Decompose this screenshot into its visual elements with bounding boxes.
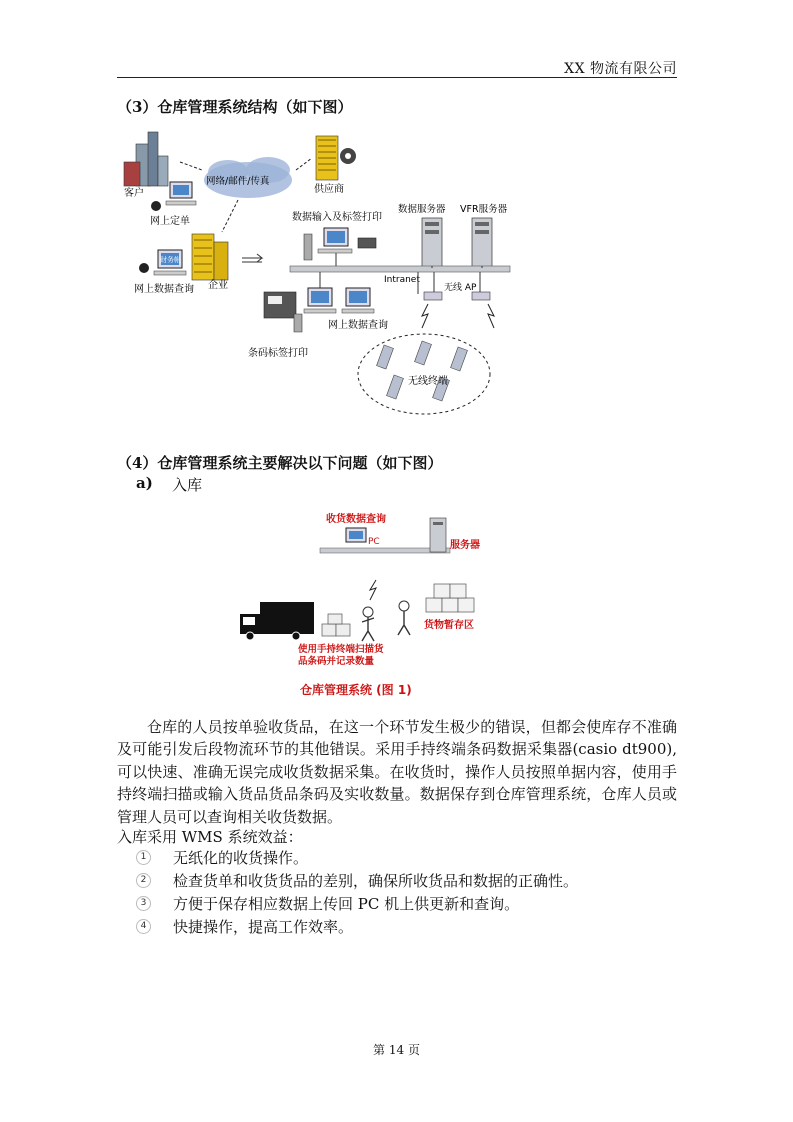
figure-query-label: 收货数据查询: [326, 514, 386, 525]
list-item: [136, 915, 578, 938]
receiving-paragraph: 仓库的人员按单验收货品，在这一个环节发生极少的错误，但都会使库存不准确及可能引发后段物流环节的其他错误。采用手持终端条码数据采集器(casio dt900),可以快速、准确无误完成收货数据采集。在收货时，操作人员按照单据内容，使用手持终端扫描或输入货品货品条码及实收数量。数据保存到仓库管理系统，仓库人员或管理人员可以查询相关收货数据。: [117, 718, 677, 826]
truck-icon: [240, 602, 314, 640]
online-query-left-label: 网上数据查询: [134, 284, 194, 295]
intranet-label: Intranet: [384, 275, 420, 285]
benefits-title: 入库采用 WMS 系统效益：: [117, 828, 303, 846]
radio-signal-icon: [422, 304, 494, 328]
db-server-label: 数据服务器: [398, 204, 446, 215]
radio-signal-icon: [370, 580, 376, 600]
barcode-printer-icon: [264, 292, 296, 318]
list-number: 4: [136, 919, 151, 934]
network-label: 网络/邮件/传真: [206, 176, 270, 187]
supplier-label: 供应商: [314, 184, 344, 195]
worker-icon: [362, 607, 374, 641]
enterprise-building-icon: [192, 234, 228, 280]
list-item: [136, 846, 578, 869]
sub-a-marker: a): [136, 474, 153, 492]
worker-carrying-icon: [398, 601, 410, 635]
person-icon: [151, 201, 161, 211]
list-item: [136, 892, 578, 915]
scanner-icon: [304, 234, 312, 260]
person-icon: [139, 263, 149, 273]
header-company: XX 物流有限公司: [564, 61, 677, 77]
data-entry-label: 数据输入及标签打印: [292, 212, 382, 223]
wireless-ap-icon: [424, 292, 490, 300]
online-order-label: 网上定单: [150, 216, 190, 227]
db-server-icon: [422, 218, 442, 268]
online-query-mid-label: 网上数据查询: [328, 320, 388, 331]
figure-caption: 仓库管理系统 (图 1): [300, 683, 412, 697]
architecture-diagram: [118, 122, 518, 424]
link-line: [180, 162, 202, 170]
list-item: [136, 869, 578, 892]
benefits-list: [136, 846, 578, 938]
list-text: 检查货单和收货货品的差别，确保所收货品和数据的正确性。: [173, 872, 579, 890]
barcode-print-label: 条码标签打印: [248, 348, 308, 359]
vfr-server-label: VFR服务器: [460, 204, 508, 215]
list-text: 无纸化的收货操作。: [173, 849, 309, 867]
section4-heading: （4）仓库管理系统主要解决以下问题（如下图）: [117, 454, 443, 472]
wireless-terminal-label: 无线终端: [408, 376, 448, 387]
vfr-server-icon: [472, 218, 492, 268]
label-printer-icon: [358, 238, 376, 248]
station-pc-icon: [304, 288, 336, 313]
staging-boxes-icon: [426, 584, 474, 612]
customer-building-icon: [124, 132, 168, 186]
figure-scan-line1: 使用手持终端扫描货: [298, 644, 384, 655]
scanner-icon: [294, 314, 302, 332]
wireless-ap-label: 无线 AP: [444, 283, 477, 293]
customer-pc-icon: [166, 182, 196, 205]
supplier-building-icon: [316, 136, 356, 180]
arrow-icon: [242, 254, 262, 262]
figure-scan-line2: 品条码并记录数量: [298, 656, 375, 667]
query-pc-icon: [342, 288, 374, 313]
link-line: [296, 158, 312, 170]
list-number: 3: [136, 896, 151, 911]
finance-sign: 财务帐: [160, 256, 181, 264]
figure-staging-label: 货物暂存区: [424, 620, 474, 631]
figure-server-label: 服务器: [450, 540, 480, 551]
receiving-figure: [234, 502, 494, 702]
section3-heading: （3）仓库管理系统结构（如下图）: [117, 98, 353, 116]
pc-icon: [346, 528, 366, 542]
customer-label: 客户: [124, 188, 144, 199]
list-number: 1: [136, 850, 151, 865]
data-entry-pc-icon: [318, 228, 352, 253]
figure-pc-label: PC: [368, 537, 380, 547]
enterprise-label: 企业: [208, 280, 228, 291]
page-number: 第 14 页: [373, 1043, 420, 1057]
cargo-boxes-icon: [322, 614, 350, 636]
handheld-terminal-icons: [377, 341, 468, 401]
link-line: [222, 200, 238, 232]
intranet-bus: [290, 266, 510, 272]
list-number: 2: [136, 873, 151, 888]
header-divider: [117, 77, 677, 78]
sub-a-label: 入库: [172, 476, 203, 494]
server-icon: [430, 518, 446, 552]
list-text: 方便于保存相应数据上传回 PC 机上供更新和查询。: [173, 895, 520, 913]
list-text: 快捷操作，提高工作效率。: [173, 918, 354, 936]
